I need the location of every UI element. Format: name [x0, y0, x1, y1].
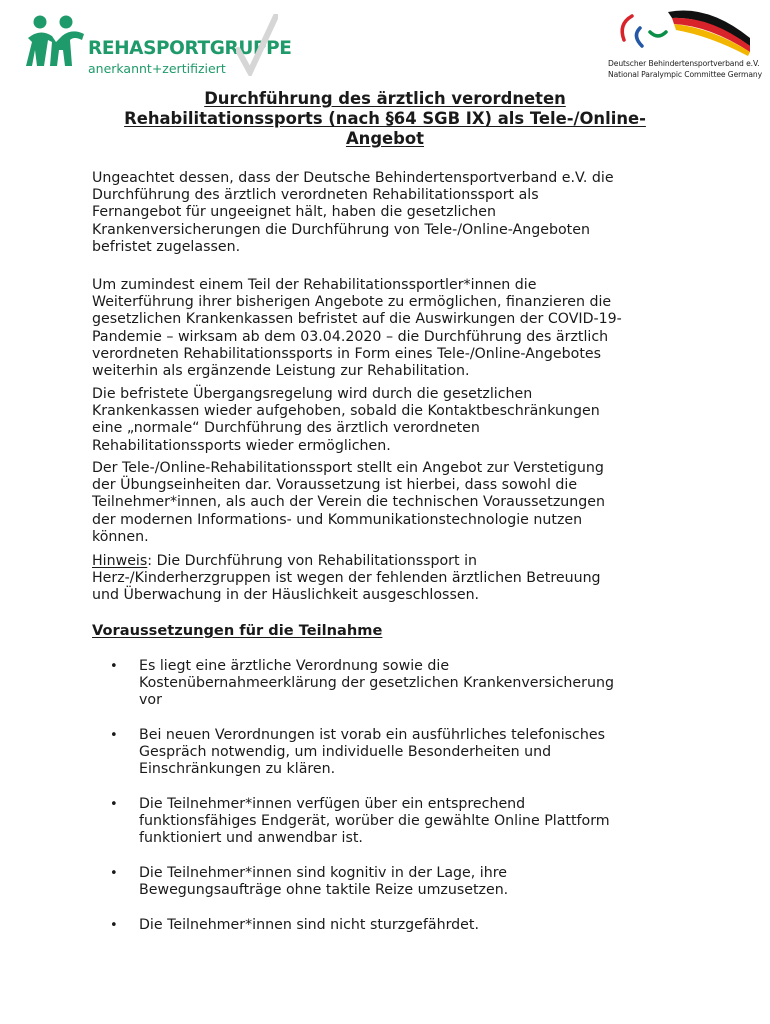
paragraph-transition	[92, 386, 692, 455]
text-line: Um zumindest einem Teil der Rehabilitationssportler*innen die	[92, 277, 537, 293]
text-line: Es liegt eine ärztliche Verordnung sowie die	[139, 658, 450, 674]
list-item-text	[139, 727, 605, 779]
text-line: Die Teilnehmer*innen sind kognitiv in der Lage, ihre	[139, 865, 507, 881]
text-line: der Übungseinheiten dar. Voraussetzung ist hierbei, dass sowohl die	[92, 477, 578, 494]
text-line: funktionsfähiges Endgerät, worüber die gewählte Online Plattform	[139, 813, 610, 830]
rehasportgruppe-logo	[26, 14, 292, 76]
bullet-icon: •	[110, 918, 118, 933]
checkmark-icon	[236, 14, 278, 76]
paragraph-financing	[92, 277, 692, 380]
note-label: Hinweis	[92, 553, 148, 569]
title-line: Rehabilitationssports (nach §64 SGB IX) als Tele-/Online-	[124, 109, 646, 128]
text-line: Weiterführung ihrer bisherigen Angebote zu ermöglichen, finanzieren die	[92, 294, 612, 311]
text-line: verordneten Rehabilitationssports in Form eines Tele-/Online-Angebotes	[92, 345, 602, 362]
text-line: Gespräch notwendig, um individuelle Besonderheiten und	[139, 744, 552, 761]
text-line	[92, 553, 692, 570]
title-line: Durchführung des ärztlich verordneten	[204, 89, 566, 108]
bullet-icon: •	[110, 728, 118, 743]
text-line: Einschränkungen zu klären.	[139, 761, 336, 778]
paragraph-intro	[92, 170, 692, 256]
text-line: Pandemie – wirksam ab dem 03.04.2020 – die Durchführung des ärztlich	[92, 328, 609, 345]
text-line: Die befristete Übergangsregelung wird durch die gesetzlichen	[92, 386, 533, 402]
text-line: Bewegungsaufträge ohne taktile Reize umzusetzen.	[139, 882, 509, 899]
dbs-logo	[604, 6, 764, 82]
text-line: weiterhin als ergänzende Leistung zur Rehabilitation.	[92, 363, 470, 380]
text-line: Krankenversicherungen die Durchführung von Tele-/Online-Angeboten	[92, 221, 590, 238]
text-line: funktioniert und anwendbar ist.	[139, 830, 363, 847]
text-line: vor	[139, 692, 162, 709]
text-line: Teilnehmer*innen, als auch der Verein die technischen Voraussetzungen	[92, 494, 605, 511]
text-line: Rehabilitationssports wieder ermöglichen.	[92, 437, 391, 454]
text-line: und Überwachung in der Häuslichkeit ausgeschlossen.	[92, 587, 480, 604]
text-line: Durchführung des ärztlich verordneten Rehabilitationssport als	[92, 187, 539, 204]
text-line: eine „normale“ Durchführung des ärztlich verordneten	[92, 420, 480, 437]
text-line: Die Teilnehmer*innen sind nicht sturzgefährdet.	[139, 917, 479, 933]
text-line: können.	[92, 528, 149, 545]
logo-subtitle-text: anerkannt+zertifiziert	[88, 61, 226, 76]
dbs-name-line: Deutscher Behindertensportverband e.V.	[608, 59, 760, 68]
text-line: gesetzlichen Krankenkassen befristet auf die Auswirkungen der COVID-19-	[92, 311, 622, 328]
list-item-text	[139, 658, 614, 710]
agitos-flag-icon	[610, 6, 758, 56]
text-line: Fernangebot für ungeeignet hält, haben die gesetzlichen	[92, 204, 496, 221]
text-line: Bei neuen Verordnungen ist vorab ein ausführliches telefonisches	[139, 727, 605, 743]
document-title	[60, 89, 710, 149]
people-figures-icon	[26, 14, 90, 72]
bullet-icon: •	[110, 866, 118, 881]
paragraph-note	[92, 553, 692, 605]
text-line: Die Teilnehmer*innen verfügen über ein entsprechend	[139, 796, 526, 812]
list-item-text	[139, 865, 508, 899]
title-line: Angebot	[345, 129, 425, 148]
section-heading: Voraussetzungen für die Teilnahme	[92, 622, 383, 639]
text-line: Krankenkassen wieder aufgehoben, sobald die Kontaktbeschränkungen	[92, 403, 600, 420]
paragraph-requirements	[92, 460, 692, 546]
dbs-npc-line: National Paralympic Committee Germany	[608, 70, 763, 79]
text-line: der modernen Informations- und Kommunikationstechnologie nutzen	[92, 511, 583, 528]
text-line: Herz-/Kinderherzgruppen ist wegen der fehlenden ärztlichen Betreuung	[92, 570, 601, 587]
text-line: Ungeachtet dessen, dass der Deutsche Behindertensportverband e.V. die	[92, 170, 614, 186]
list-item-text	[139, 796, 610, 848]
bullet-icon: •	[110, 797, 118, 812]
text-line: Kostenübernahmeerklärung der gesetzlichen Krankenversicherung	[139, 675, 614, 692]
text-line: befristet zugelassen.	[92, 238, 241, 255]
text-line: Der Tele-/Online-Rehabilitationssport stellt ein Angebot zur Verstetigung	[92, 460, 604, 476]
bullet-icon: •	[110, 659, 118, 674]
note-text: : Die Durchführung von Rehabilitationssport in	[147, 553, 478, 569]
list-item-text	[139, 917, 479, 934]
logo-brand-text: REHASPORTGRUPPE	[88, 38, 292, 59]
